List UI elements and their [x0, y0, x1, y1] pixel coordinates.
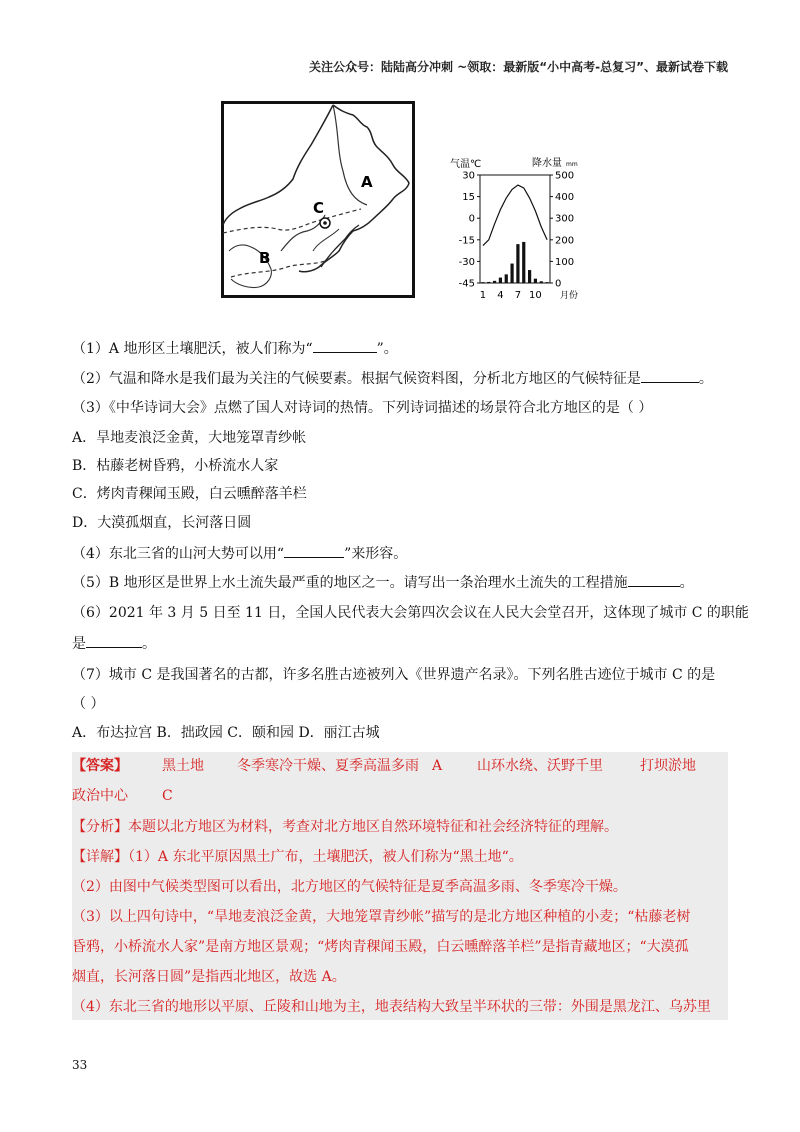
detail-line-2: （2）由图中气候类型图可以看出，北方地区的气候特征是夏季高温多雨、冬季寒冷干燥。	[72, 879, 627, 895]
answer-6: 政治中心	[72, 788, 128, 804]
precip-tick-label: 100	[555, 256, 575, 268]
x-tick-label: 10	[529, 290, 542, 301]
detail-line-3: （3）以上四句诗中，“旱地麦浪泛金黄，大地笼罩青纱帐”描写的是北方地区种植的小麦；“枯藤老树	[72, 909, 691, 925]
map-label-c: C	[313, 199, 325, 217]
precip-bar	[534, 279, 537, 283]
precip-tick-label: 200	[555, 235, 575, 247]
answer-1: 黑土地	[162, 758, 204, 774]
precip-tick-label: 400	[555, 192, 575, 204]
map-label-a: A	[361, 173, 373, 191]
question-4: （4）东北三省的山河大势可以用“ ”来形容。	[72, 543, 407, 564]
question-6: （6）2021 年 3 月 5 日至 11 日，全国人民代表大会第四次会议在人民大会堂召开，这体现了城市 C 的职能	[72, 605, 749, 621]
precip-bar	[505, 274, 508, 283]
temp-tick-label: -45	[458, 278, 475, 290]
question-7: （7）城市 C 是我国著名的古都，许多名胜古迹被列入《世界遗产名录》。下列名胜古迹位于城市 C 的是	[72, 667, 716, 683]
answer-2: 冬季寒冷干燥、夏季高温多雨	[237, 758, 419, 774]
precip-bar	[493, 281, 496, 283]
q6-blank[interactable]	[86, 633, 142, 648]
detail-line-6: （4）东北三省的地形以平原、丘陵和山地为主，地表结构大致呈半环状的三带：外围是黑龙江、乌苏里	[72, 999, 711, 1015]
detail-line-1: 【详解】（1）A 东北平原因黑土广布，土壤肥沃，被人们称为“黑土地“。	[72, 849, 523, 865]
climate-chart	[448, 155, 584, 303]
precip-bar	[481, 282, 484, 283]
detail-line-5: 烟直，长河落日圆”是指西北地区，故选 A。	[72, 969, 346, 985]
answer-label: 【答案】	[72, 758, 128, 774]
precip-bar	[528, 270, 531, 283]
q1-blank[interactable]	[313, 338, 377, 353]
q3-option-d: D．大漠孤烟直，长河落日圆	[72, 515, 252, 531]
precip-bar	[540, 281, 543, 283]
precip-tick-label: 500	[555, 170, 575, 182]
precip-tick-label: 0	[555, 278, 562, 290]
question-2: （2）气温和降水是我们最为关注的气候要素。根据气候资料图，分析北方地区的气候特征是 。	[72, 368, 713, 389]
precip-bar	[487, 282, 490, 283]
answer-5: 打坝淤地	[640, 758, 696, 774]
question-7-paren: （ ）	[72, 696, 105, 712]
temp-tick-label: 0	[468, 213, 475, 225]
analysis-text: 【分析】本题以北方地区为材料，考查对北方地区自然环境特征和社会经济特征的理解。	[72, 819, 618, 835]
precip-bar	[510, 264, 513, 283]
q3-option-c: C．烤肉青稞闻玉殿，白云曛醉落羊栏	[72, 486, 307, 502]
x-axis-unit: 月份	[560, 291, 579, 301]
temp-tick-label: 30	[462, 170, 475, 182]
answer-line-2	[72, 786, 173, 806]
precip-bar	[499, 278, 502, 283]
x-tick-label: 7	[514, 290, 522, 301]
precip-bar	[522, 242, 525, 283]
answer-7: C	[162, 788, 173, 804]
q4-blank[interactable]	[284, 543, 344, 558]
q7-options: A．布达拉宫 B．拙政园 C．颐和园 D．丽江古城	[72, 725, 380, 741]
q3-option-a: A．旱地麦浪泛金黄，大地笼罩青纱帐	[72, 430, 307, 446]
x-tick-label: 1	[479, 290, 487, 301]
q3-option-b: B．枯藤老树昏鸦，小桥流水人家	[72, 458, 279, 474]
precip-bar	[545, 282, 548, 283]
temperature-curve	[483, 185, 547, 245]
temp-tick-label: 15	[462, 192, 475, 204]
question-6-cont: 是 。	[72, 633, 156, 654]
temp-tick-label: -15	[458, 235, 475, 247]
plot-frame	[480, 175, 550, 283]
page-header: 关注公众号：陆陆高分冲刺 ~领取：最新版“小中高考-总复习”、最新试卷下载	[309, 60, 728, 74]
q2-blank[interactable]	[641, 368, 699, 383]
temp-axis-title: 气温℃	[450, 159, 482, 170]
northeast-map	[221, 101, 415, 298]
question-5: （5）B 地形区是世界上水土流失最严重的地区之一。请写出一条治理水土流失的工程措施 。	[72, 572, 694, 593]
answer-3: A	[432, 758, 443, 774]
question-3: （3）《中华诗词大会》点燃了国人对诗词的热情。下列诗词描述的场景符合北方地区的是（ ）	[72, 400, 653, 416]
temp-tick-label: -30	[458, 256, 475, 268]
detail-line-4: 昏鸦，小桥流水人家”是南方地区景观；“烤肉青稞闻玉殿，白云曛醉落羊栏”是指青藏地区；“大漠孤	[72, 939, 689, 955]
answer-line-1	[72, 756, 696, 776]
precip-bar	[516, 244, 519, 283]
page-number: 33	[72, 1058, 88, 1072]
x-tick-label: 4	[497, 290, 504, 301]
precip-axis-unit: mm	[566, 161, 578, 168]
precip-tick-label: 300	[555, 213, 575, 225]
question-1: （1）A 地形区土壤肥沃，被人们称为“ ”。	[72, 338, 398, 359]
map-label-b: B	[259, 249, 271, 267]
precip-axis-title: 降水量	[532, 158, 562, 169]
answer-4: 山环水绕、沃野千里	[477, 758, 603, 774]
q5-blank[interactable]	[628, 572, 680, 587]
